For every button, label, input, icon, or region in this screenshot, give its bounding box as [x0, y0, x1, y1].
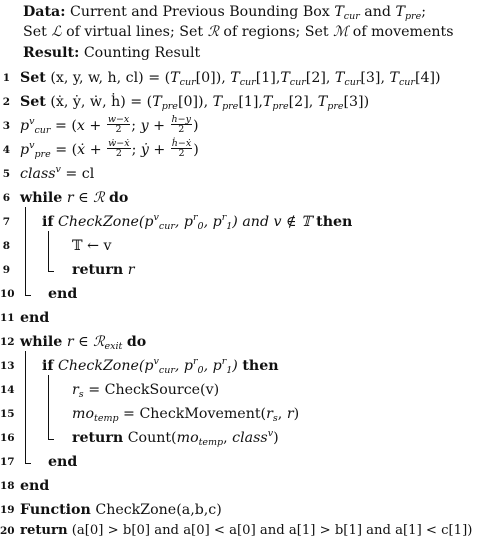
code-line-4: 4 $p^v_{pre}$ = (ẋ + $\frac{\text{ẇ−ẋ}}{2}$ ; ẏ + $\frac{\text{ḣ−ẋ}}{2}$ )	[2, 137, 199, 160]
code-line-3: 3 $p^v_{cur} = (x$ + $\frac{w-x}{2}$ ; y + $\frac{h-y}{2}$ )	[2, 113, 199, 136]
code-line-2: 2 Set (ẋ, ẏ, ẇ, ḣ) = $(T_{pre}[0])$, $T_{pre}[1],T_{pre}[2]$, $T_{pre}[3]$)	[2, 94, 370, 112]
code-line-7: 7 if $CheckZone(p^v_{cur}$, $p^r_0$, $p^r_1$) and v ∉ 𝕋 then	[2, 212, 353, 232]
result-label: Result:	[23, 45, 80, 61]
code-line-17: 17 end	[0, 454, 78, 470]
code-line-19: 19 Function CheckZone(a,b,c)	[0, 502, 222, 518]
regions-text: of regions; Set	[223, 24, 329, 40]
code-line-9: 9 return r	[2, 262, 135, 278]
code-line-1: 1 Set (x, y, w, h, $cl) = (T_{cur}[0])$, $T_{cur}[1],T_{cur}[2]$, $T_{cur}[3]$, $T_{cur}[4]$)	[2, 70, 441, 88]
while-block-bracket	[25, 207, 31, 296]
data-label: Data:	[23, 4, 66, 20]
if-exit-block-bracket	[48, 375, 54, 440]
code-line-5: 5 class$^v$ = cl	[2, 164, 95, 182]
code-line-15: 15 $mo_{temp}$ = $CheckMovement(r_s$, r)	[0, 406, 300, 424]
code-line-20: 20 return (a[0] > b[0] and a[0] < a[0] and a[1] > b[1] and a[1] < c[1])	[0, 523, 473, 538]
movements-text: of movements	[352, 24, 454, 40]
result-text: Counting Result	[83, 45, 201, 61]
result-line	[0, 41, 489, 65]
data-line: Data: Current and Previous Bounding Box $T_{cur}$ and $T_{pre}$;	[23, 4, 426, 22]
code-line-10: 10 end	[0, 286, 78, 302]
if-block-bracket	[48, 231, 54, 272]
code-line-18: 18 end	[0, 478, 50, 494]
code-line-16: 16 return $Count(mo_{temp}$, class$^v$)	[0, 428, 279, 448]
code-line-6: 6 while r ∈ ℛ do	[2, 190, 129, 206]
while-exit-block-bracket	[25, 351, 31, 464]
data-and: and	[364, 4, 391, 20]
code-line-14: 14 $r_s$ = CheckSource(v)	[0, 382, 220, 400]
code-line-13: 13 if $CheckZone(p^v_{cur}$, $p^r_0$, $p^r_1$) then	[0, 356, 279, 376]
code-line-8: 8 𝕋 ← v	[2, 238, 112, 254]
code-line-12: 12 while r ∈ ℛ$_{exit}$ do	[0, 334, 147, 352]
data-sets-line: Set ℒ of virtual lines; Set ℛ of regions; Set ℳ of movements	[23, 24, 454, 40]
code-line-11: 11 end	[0, 310, 50, 326]
data-text: Current and Previous Bounding Box	[70, 4, 330, 20]
lines-text: of virtual lines; Set	[66, 24, 204, 40]
